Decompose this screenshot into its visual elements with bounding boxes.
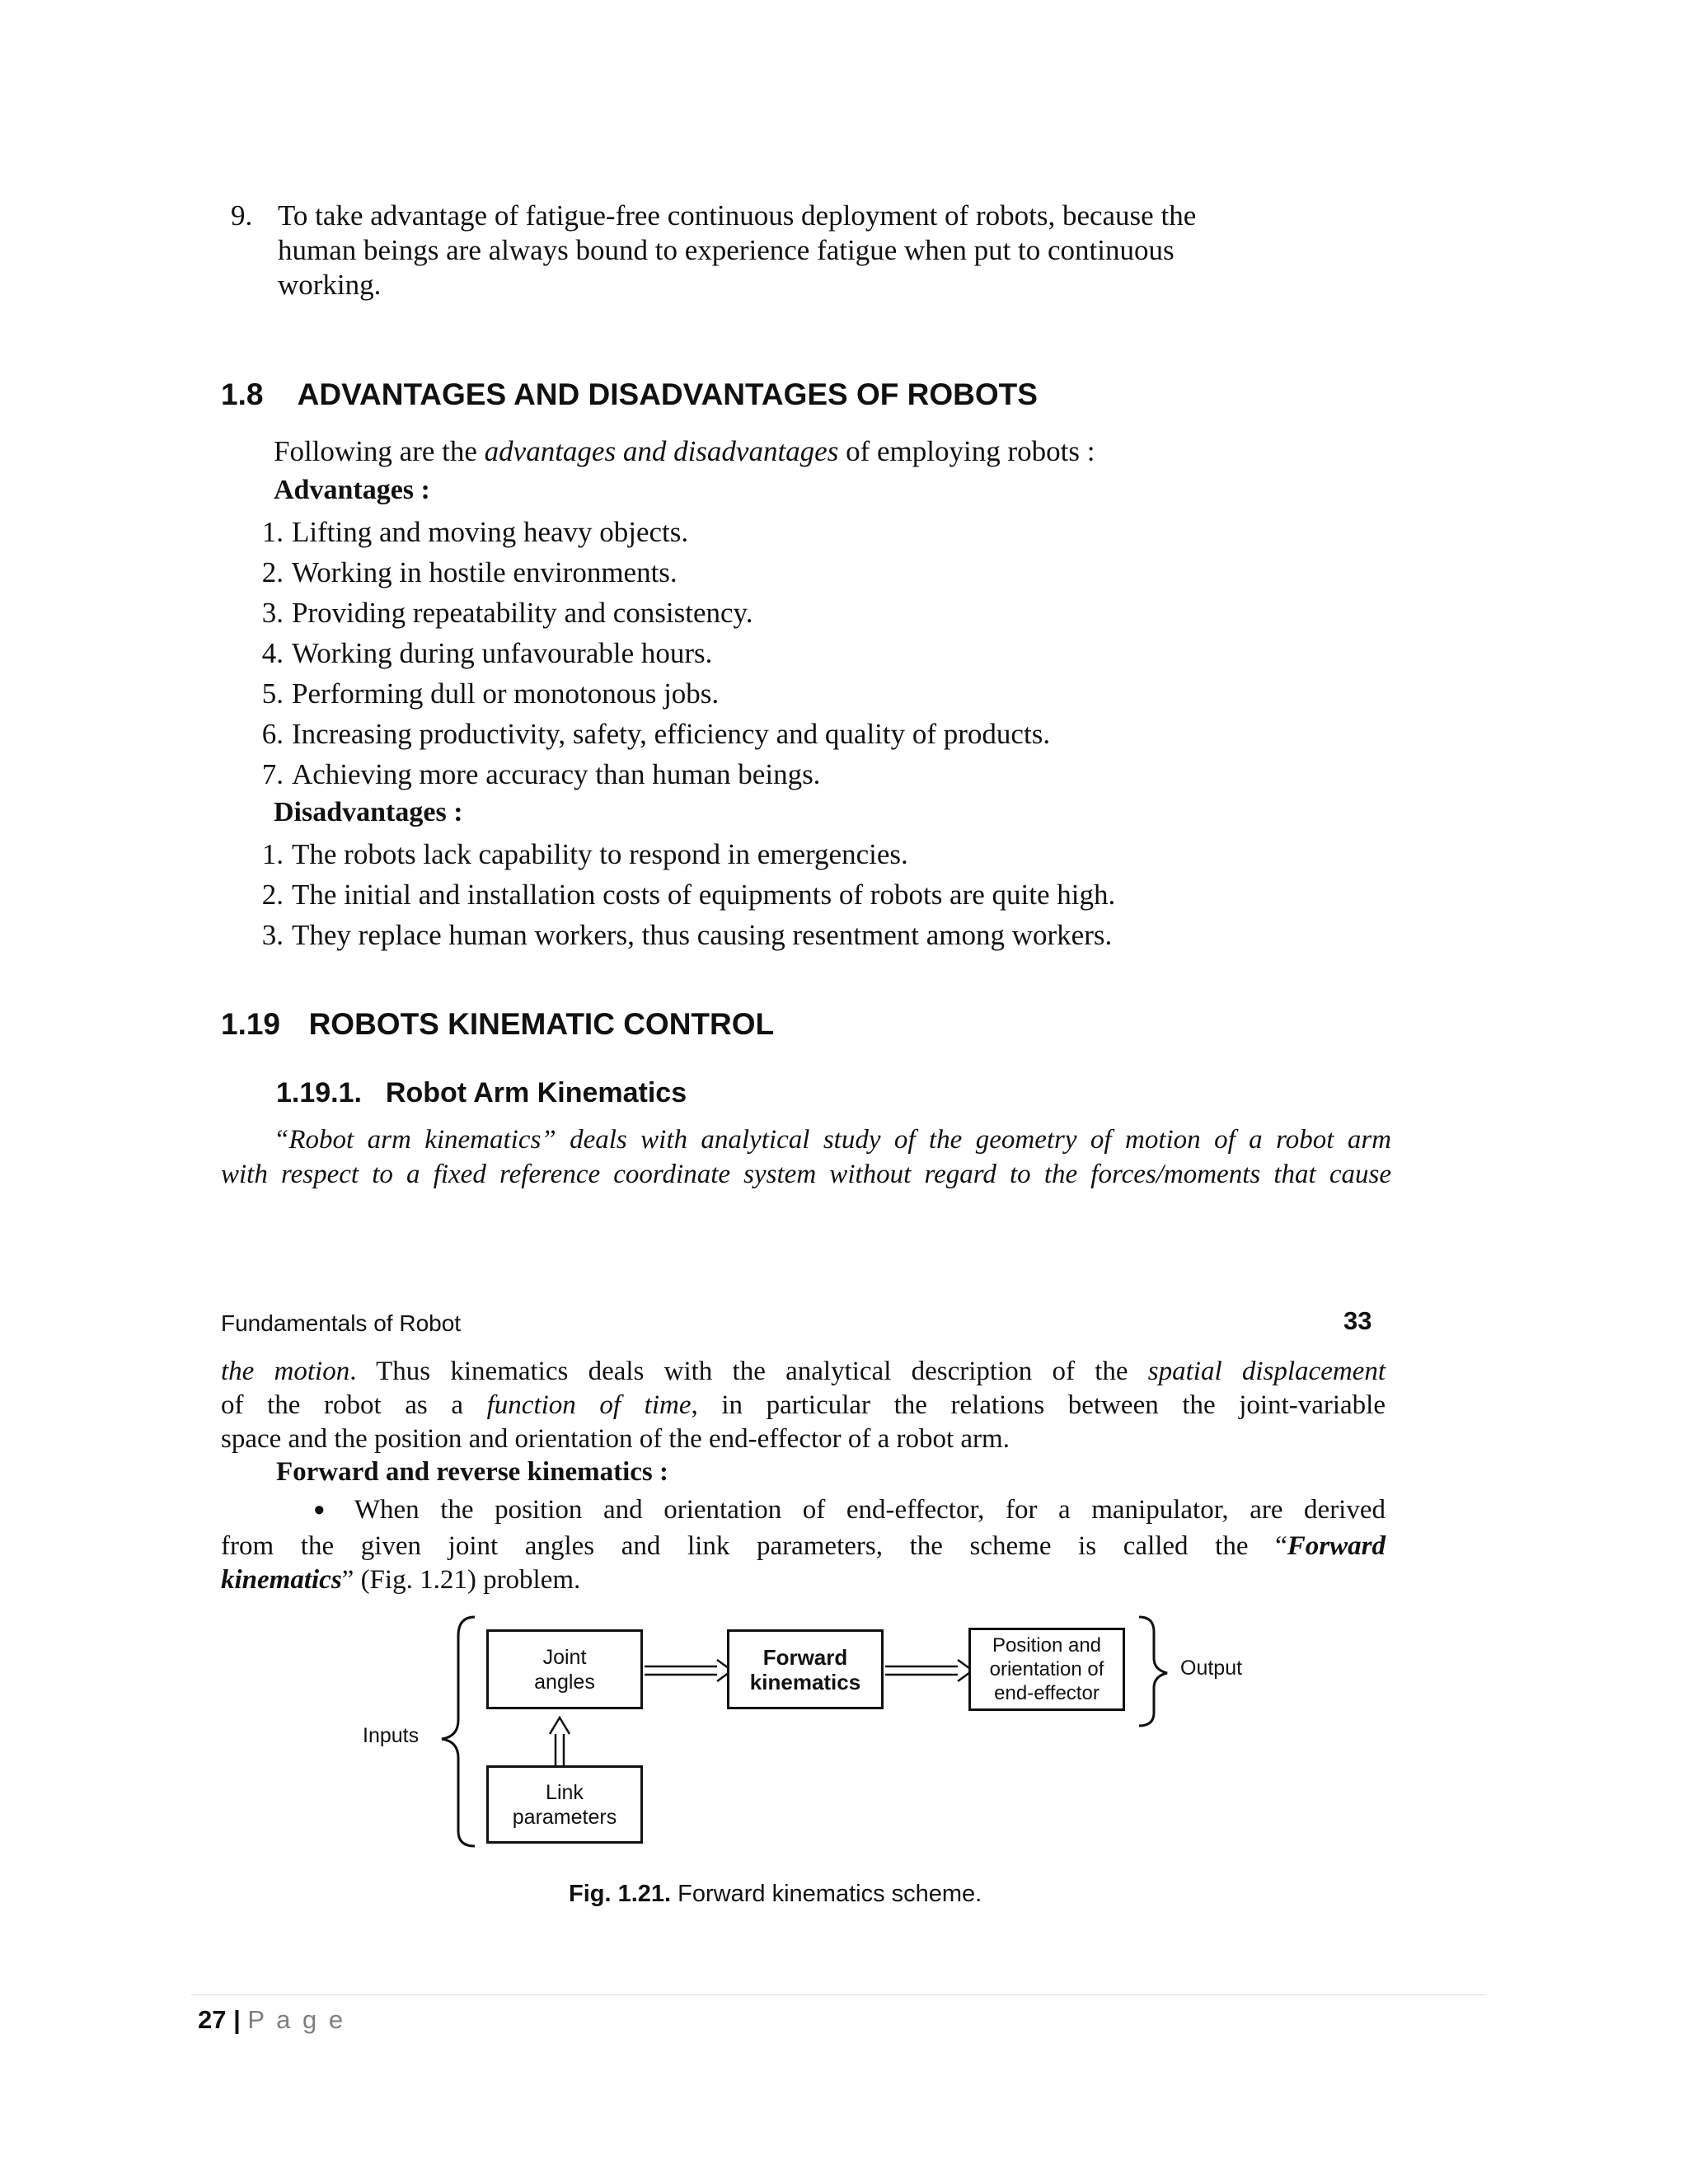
footer-divider	[191, 1994, 1485, 1995]
item-9-line-1: To take advantage of fatigue-free continuous deployment of robots, because the	[278, 199, 1197, 232]
footer-page-number: 27	[198, 2005, 227, 2034]
forward-paragraph: ● When the position and orientation of end-effector, for a manipulator, are derived from the given joint angles and link parameters, the scheme is called the “Forward kinematics” (Fig. 1.21) problem.	[221, 1495, 1386, 1595]
position-orientation-box: Position and orientation of end-effector	[968, 1628, 1125, 1711]
list-item: 5. Performing dull or monotonous jobs.	[261, 677, 720, 710]
list-item: 2. The initial and installation costs of equipments of robots are quite high.	[261, 879, 1116, 911]
bullet-icon: ●	[313, 1499, 340, 1521]
footer-page-word: P a g e	[247, 2005, 346, 2034]
output-brace	[1139, 1617, 1167, 1726]
advantages-heading: Advantages :	[274, 475, 430, 505]
arrow-head-3	[550, 1718, 570, 1734]
list-item: 7. Achieving more accuracy than human beings.	[261, 758, 821, 790]
item-9-number: 9.	[231, 199, 253, 232]
list-item: 1. The robots lack capability to respond in emergencies.	[261, 838, 908, 870]
disadvantages-heading: Disadvantages :	[274, 797, 463, 827]
book-page-number: 33	[1343, 1306, 1372, 1335]
quote-paragraph: “Robot arm kinematics” deals with analytical study of the geometry of motion of a robot arm with respect to a fixed reference coordinate system without regard to the forces/moments that cause	[221, 1125, 1391, 1189]
list-item: 3. Providing repeatability and consistency.	[261, 597, 753, 629]
section-number: 1.8	[221, 377, 264, 411]
list-item: 6. Increasing productivity, safety, efficiency and quality of products.	[261, 718, 1051, 750]
arrow-head-1	[717, 1660, 732, 1681]
list-item: 2. Working in hostile environments.	[261, 556, 678, 588]
figure-caption: Fig. 1.21. Forward kinematics scheme.	[569, 1881, 982, 1907]
joint-angles-box: Joint angles	[486, 1629, 643, 1709]
arrow-head-2	[958, 1660, 973, 1681]
item-9-text	[278, 199, 1341, 302]
forward-kinematics-box: Forward kinematics	[727, 1629, 884, 1709]
item-9	[231, 199, 252, 233]
item-9-line-2: human beings are always bound to experience fatigue when put to continuous	[278, 234, 1175, 266]
kinematics-paragraph: the motion. Thus kinematics deals with the analytical description of the spatial displacement of the robot as a function of time, in particular the relations between the joint-variable space and the position and orientation of the end-effector of a robot arm.	[221, 1357, 1386, 1454]
link-parameters-box: Link parameters	[486, 1765, 643, 1844]
item-9-line-3: working.	[278, 269, 382, 301]
section-title: ADVANTAGES AND DISADVANTAGES OF ROBOTS	[297, 377, 1038, 411]
inputs-label: Inputs	[363, 1724, 420, 1747]
section-1-8-heading	[221, 377, 1038, 412]
inputs-brace	[442, 1617, 475, 1846]
book-title: Fundamentals of Robot	[221, 1310, 462, 1336]
list-item: 1. Lifting and moving heavy objects.	[261, 516, 689, 548]
forward-reverse-heading: Forward and reverse kinematics :	[276, 1457, 668, 1487]
list-item: 3. They replace human workers, thus causing resentment among workers.	[261, 919, 1113, 951]
list-item: 4. Working during unfavourable hours.	[261, 637, 713, 669]
section-1-19-heading: 1.19 ROBOTS KINEMATIC CONTROL	[221, 1007, 775, 1041]
page-footer: 27 | P a g e	[198, 2005, 346, 2034]
section-1-8-intro: Following are the advantages and disadvantages of employing robots :	[274, 435, 1095, 467]
output-label: Output	[1180, 1657, 1243, 1680]
subsection-1-19-1-heading: 1.19.1. Robot Arm Kinematics	[276, 1077, 687, 1108]
